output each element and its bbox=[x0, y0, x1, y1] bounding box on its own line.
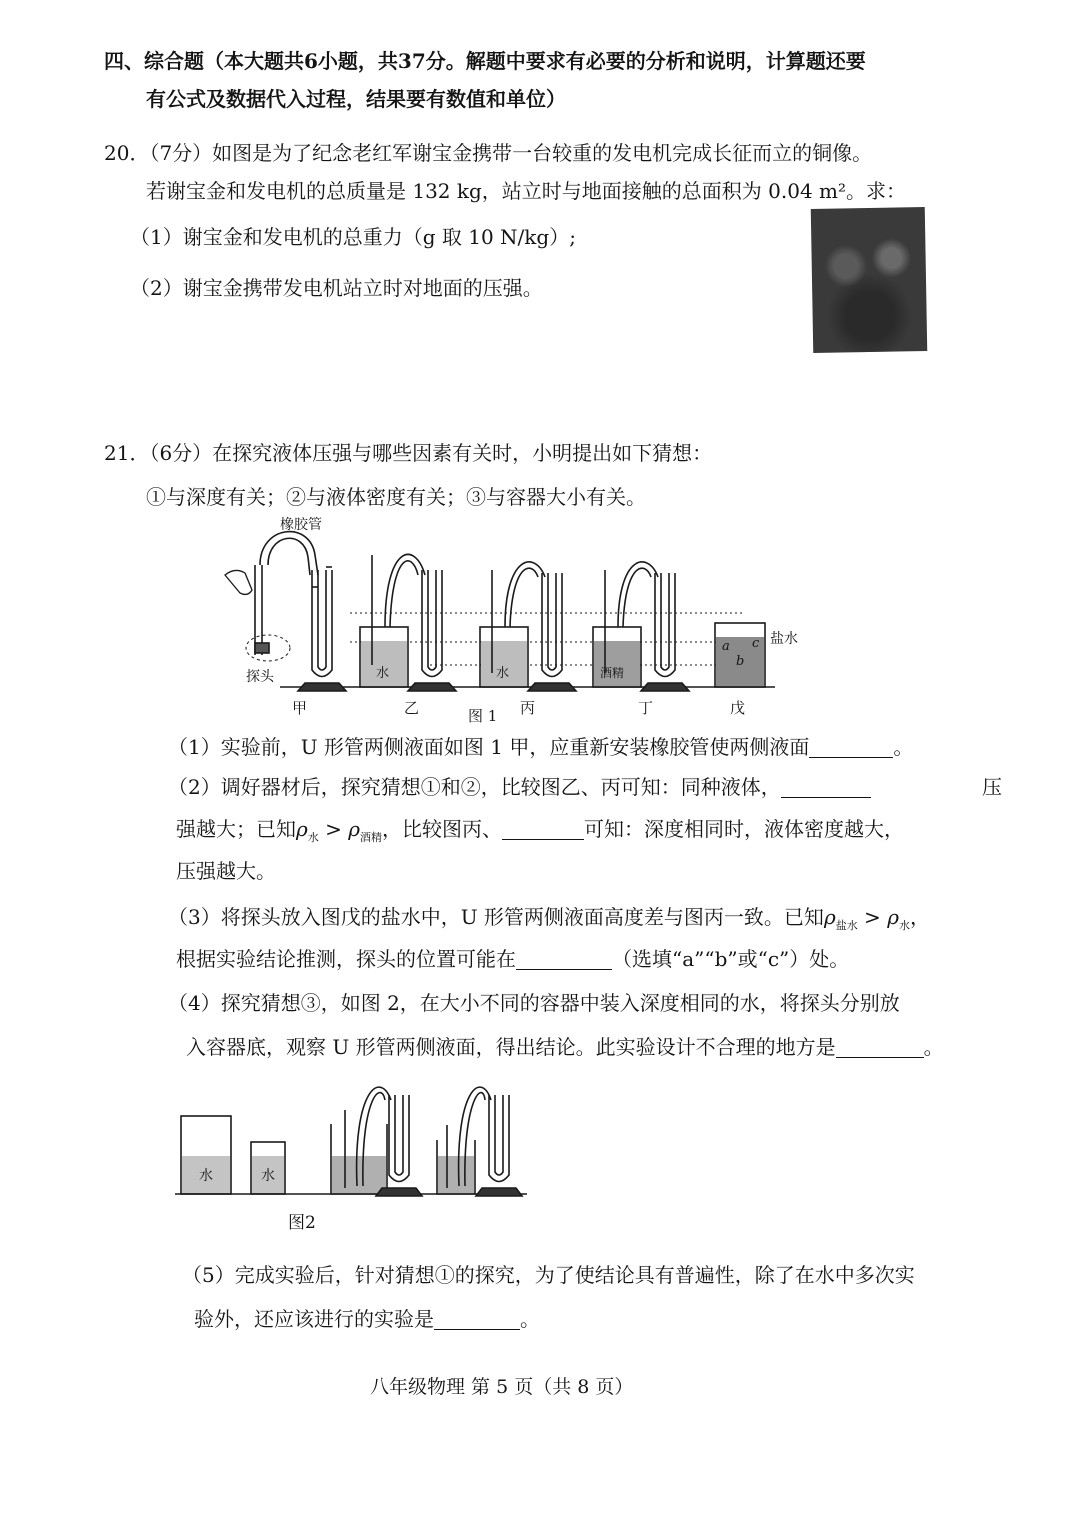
label-fig-bing: 丙 bbox=[520, 699, 536, 717]
q21-part3-line2: 根据实验结论推测，探头的位置可能在 （选填“a”“b”或“c”）处。 bbox=[176, 947, 850, 971]
q21-part4-line1: （4）探究猜想③，如图 2，在大小不同的容器中装入深度相同的水，将探头分别放 bbox=[168, 991, 900, 1015]
label-water-small-beaker: 水 bbox=[261, 1168, 275, 1184]
page-footer: 八年级物理 第 5 页（共 8 页） bbox=[370, 1376, 634, 1398]
q21-stem-line2: ①与深度有关；②与液体密度有关；③与容器大小有关。 bbox=[146, 485, 646, 509]
q21-part2-line1: （2）调好器材后，探究猜想①和②，比较图乙、丙可知：同种液体， bbox=[168, 774, 871, 800]
label-fig-jia: 甲 bbox=[292, 699, 308, 717]
label-fig-wu: 戊 bbox=[730, 699, 746, 717]
answer-blank-1[interactable] bbox=[809, 737, 893, 758]
answer-blank-5[interactable] bbox=[434, 1309, 520, 1330]
q21-part3-line1: （3）将探头放入图戊的盐水中，U 形管两侧液面高度差与图丙一致。已知$\rho_{盐水} > \rho_水$， bbox=[168, 905, 930, 932]
q21-part2-ya: 压 bbox=[982, 775, 1002, 799]
q21-part2-line2: 强越大；已知$\rho_水 > \rho_{酒精}$，比较图丙、 可知：深度相同时，液体密度越大， bbox=[176, 817, 905, 844]
q21-part2-line3: 压强越大。 bbox=[176, 859, 276, 883]
label-water-bing: 水 bbox=[496, 666, 510, 681]
q21-part5-line1: （5）完成实验后，针对猜想①的探究，为了使结论具有普遍性，除了在水中多次实 bbox=[182, 1263, 915, 1287]
section-title-line1: 四、综合题（本大题共6小题，共37分。解题中要求有必要的分析和说明，计算题还要 bbox=[104, 49, 866, 73]
statue-photo bbox=[811, 207, 927, 353]
label-rubber-tube: 橡胶管 bbox=[280, 517, 322, 533]
q20-part2: （2）谢宝金携带发电机站立时对地面的压强。 bbox=[130, 276, 543, 300]
section-title-line2: 有公式及数据代入过程，结果要有数值和单位） bbox=[146, 87, 566, 111]
figure-1-caption: 图 1 bbox=[468, 707, 498, 725]
q21-part4-line2: 入容器底，观察 U 形管两侧液面，得出结论。此实验设计不合理的地方是 。 bbox=[186, 1035, 944, 1059]
q21-part1: （1）实验前，U 形管两侧液面如图 1 甲，应重新安装橡胶管使两侧液面 。 bbox=[168, 735, 914, 759]
label-point-b: b bbox=[736, 654, 745, 669]
label-point-a: a bbox=[722, 639, 730, 654]
label-water-yi: 水 bbox=[376, 666, 390, 681]
label-brine: 盐水 bbox=[770, 631, 798, 647]
answer-blank-2a[interactable] bbox=[781, 777, 871, 798]
figure-1-diagram bbox=[200, 515, 800, 725]
label-water-big-beaker: 水 bbox=[199, 1168, 213, 1184]
label-probe: 探头 bbox=[246, 669, 274, 685]
q21-part5-line2: 验外，还应该进行的实验是 。 bbox=[194, 1307, 540, 1331]
label-fig-ding: 丁 bbox=[638, 699, 654, 717]
figure-2-caption: 图2 bbox=[288, 1213, 316, 1233]
q20-part1: （1）谢宝金和发电机的总重力（g 取 10 N/kg）; bbox=[130, 225, 576, 249]
label-point-c: c bbox=[752, 636, 760, 651]
answer-blank-4[interactable] bbox=[836, 1037, 924, 1058]
q20-stem-line2: 若谢宝金和发电机的总质量是 132 kg，站立时与地面接触的总面积为 0.04 m²。求： bbox=[146, 179, 907, 203]
q21-stem-line1: 21．（6分）在探究液体压强与哪些因素有关时，小明提出如下猜想： bbox=[104, 441, 713, 465]
label-alcohol: 酒精 bbox=[600, 666, 625, 680]
q20-stem-line1: 20．（7分）如图是为了纪念老红军谢宝金携带一台较重的发电机完成长征而立的铜像。 bbox=[104, 141, 873, 165]
label-fig-yi: 乙 bbox=[404, 699, 420, 717]
answer-blank-3[interactable] bbox=[516, 949, 612, 970]
figure-2-diagram bbox=[175, 1070, 535, 1200]
answer-blank-2b[interactable] bbox=[502, 819, 584, 840]
